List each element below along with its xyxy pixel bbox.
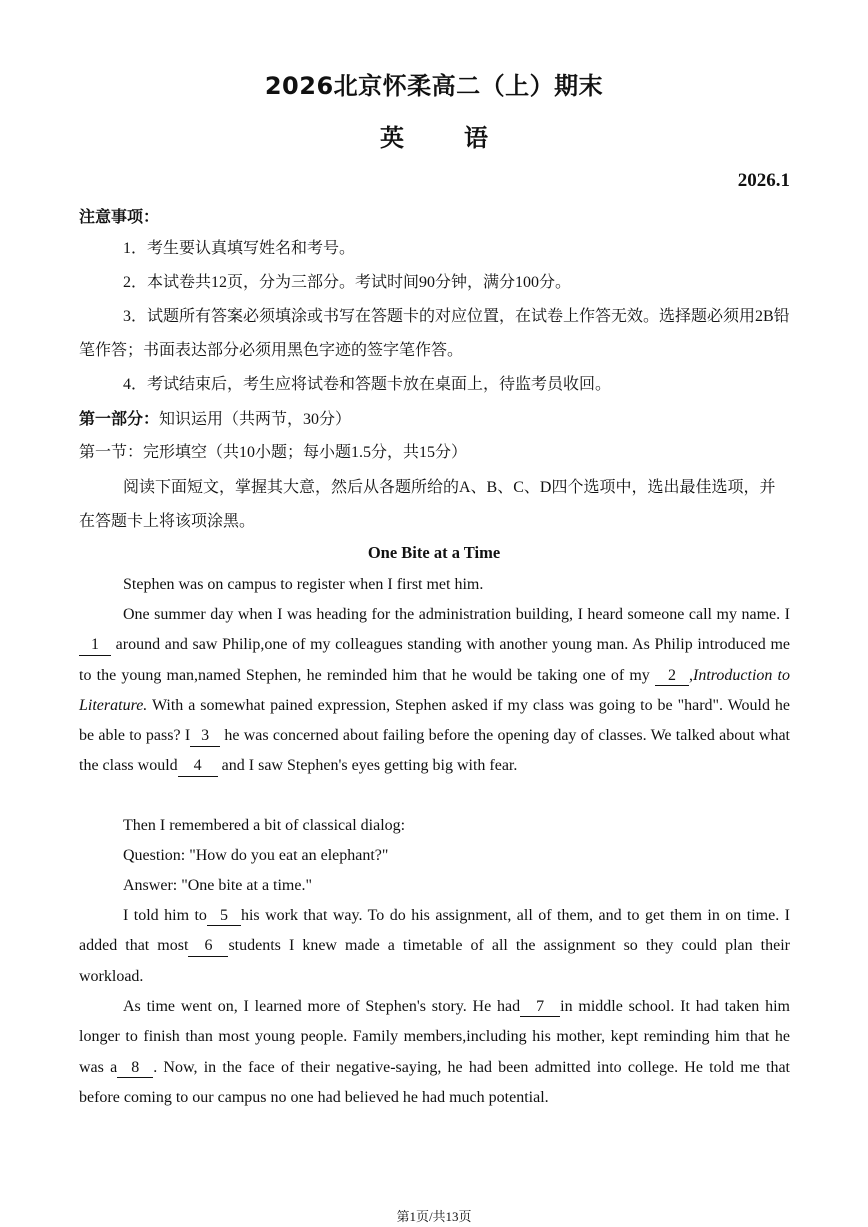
blank-7: 7 bbox=[520, 998, 560, 1017]
exam-title: 2026北京怀柔高二（上）期末 bbox=[264, 72, 604, 100]
passage-title: One Bite at a Time bbox=[367, 543, 501, 562]
passage-paragraph-2 bbox=[79, 600, 790, 782]
passage-text: and I saw Stephen's eyes getting big with fear. bbox=[217, 757, 518, 775]
passage-text: , bbox=[688, 666, 693, 684]
instructions: 阅读下面短文，掌握其大意，然后从各题所给的A、B、C、D四个选项中，选出最佳选项，并在答题卡上将该项涂黑。 bbox=[79, 479, 776, 530]
passage-paragraph-5: Answer: "One bite at a time." bbox=[123, 877, 313, 894]
blank-3: 3 bbox=[190, 727, 220, 746]
note-item-3: 3．试题所有答案必须填涂或书写在答题卡的对应位置，在试卷上作答无效。选择题必须用2B铅笔作答；书面表达部分必须用黑色字迹的签字笔作答。 bbox=[79, 308, 790, 359]
blank-2: 2 bbox=[655, 667, 689, 686]
part1-heading bbox=[79, 402, 790, 437]
passage-text: his work that way. To do his assignment, all of them, and to get them in on time. I added that most bbox=[79, 907, 790, 955]
blank-4: 4 bbox=[178, 757, 218, 776]
subject-char-2: 语 bbox=[464, 124, 488, 152]
section1-heading: 第一节：完形填空（共10小题；每小题1.5分，共15分） bbox=[79, 444, 468, 461]
passage-text: With a somewhat pained expression, Stephen asked if my class was going to be "hard". Would he be able to pass? I bbox=[79, 696, 790, 745]
passage-paragraph-7 bbox=[79, 992, 790, 1113]
passage-text: . Now, in the face of their negative-saying, he had been admitted into college. He told me that before coming to our campus no one had believed he had much potential. bbox=[79, 1058, 791, 1106]
note-item-1: 1．考生要认真填写姓名和考号。 bbox=[123, 240, 356, 257]
passage-paragraph-6 bbox=[79, 901, 790, 992]
passage-text: in middle school. It had taken him longer to finish than most young people. Family members,including his mother, kept reminding him that he was a bbox=[79, 998, 790, 1076]
blank-5: 5 bbox=[207, 907, 241, 926]
part1-heading-text: 知识运用（共两节，30分） bbox=[159, 411, 352, 428]
exam-date: 2026.1 bbox=[737, 170, 790, 191]
subject-char-1: 英 bbox=[380, 124, 404, 152]
passage-text: One summer day when I was heading for the administration building, I heard someone call my name. I bbox=[123, 606, 790, 623]
passage-paragraph-4: Question: "How do you eat an elephant?" bbox=[123, 847, 389, 864]
subject-title bbox=[0, 118, 868, 153]
passage-text: he was concerned about failing before the opening day of classes. We talked about what the class would bbox=[79, 727, 791, 775]
course-name: Introduction to Literature. bbox=[79, 666, 791, 714]
passage-paragraph-3: Then I remembered a bit of classical dialog: bbox=[123, 817, 406, 834]
passage-paragraph-1: Stephen was on campus to register when I first met him. bbox=[123, 576, 484, 593]
passage-text: As time went on, I learned more of Stephen's story. He had bbox=[123, 998, 521, 1015]
blank-1: 1 bbox=[79, 636, 111, 655]
page-number: 第1页/共13页 bbox=[396, 1209, 472, 1224]
passage-text: I told him to bbox=[123, 907, 207, 924]
part1-heading-label: 第一部分： bbox=[79, 409, 160, 428]
passage-text: students I knew made a timetable of all the assignment so they could plan their workload. bbox=[79, 937, 791, 985]
note-item-2: 2．本试卷共12页，分为三部分。考试时间90分钟，满分100分。 bbox=[123, 274, 572, 291]
passage-text: around and saw Philip,one of my colleagues standing with another young man. As Philip introduced me to the young man,named Stephen, he reminded him that he would be taking one of my bbox=[79, 636, 790, 684]
notes-heading: 注意事项： bbox=[79, 207, 160, 226]
note-item-4: 4．考试结束后，考生应将试卷和答题卡放在桌面上，待监考员收回。 bbox=[123, 376, 612, 393]
blank-8: 8 bbox=[117, 1059, 153, 1078]
blank-6: 6 bbox=[188, 937, 228, 956]
